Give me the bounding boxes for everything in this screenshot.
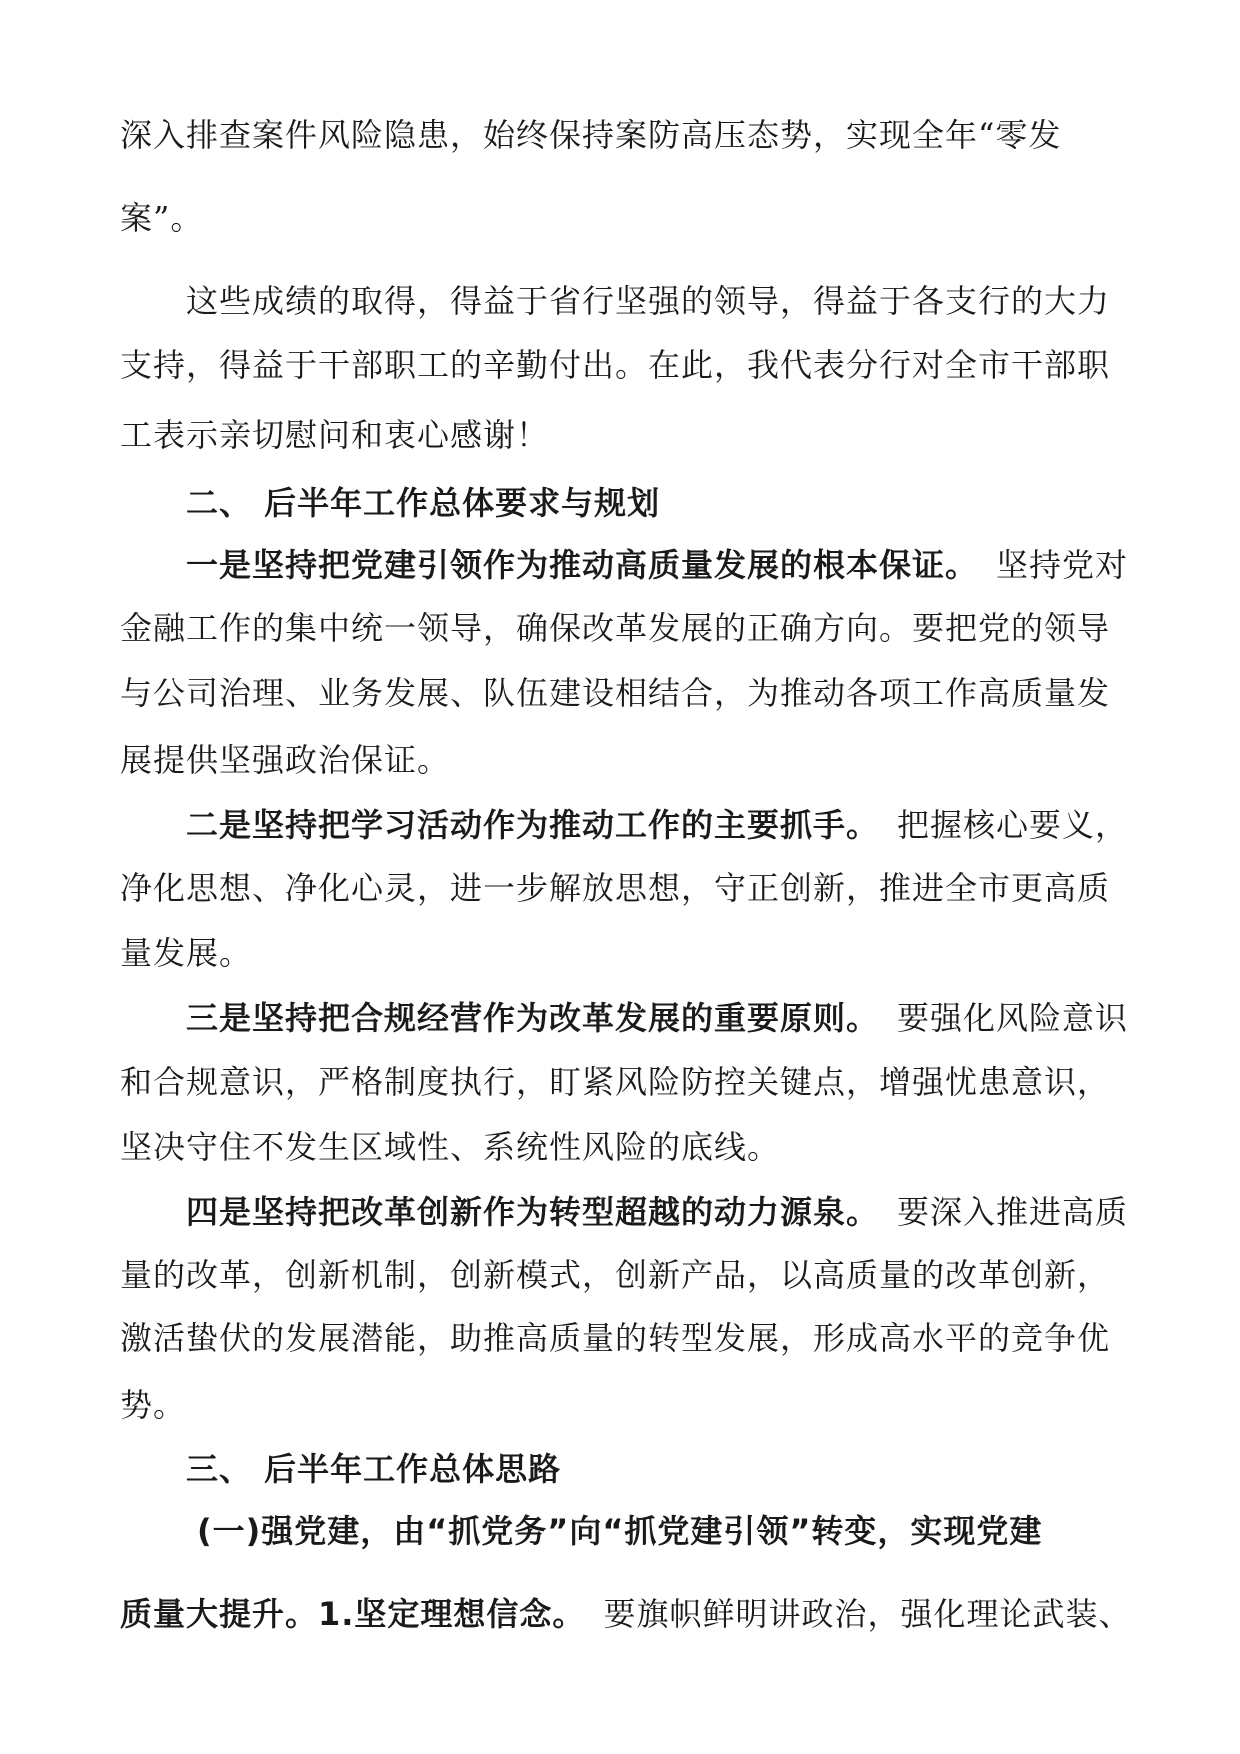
body-line: 势。	[120, 1386, 187, 1424]
body-line: 二是坚持把学习活动作为推动工作的主要抓手。 把握核心要义，	[186, 806, 1129, 844]
body-line: 量的改革，创新机制，创新模式，创新产品，以高质量的改革创新，	[120, 1256, 1111, 1294]
body-line: 激活蛰伏的发展潜能，助推高质量的转型发展，形成高水平的竞争优	[120, 1319, 1111, 1357]
body-line: 坚决守住不发生区域性、系统性风险的底线。	[120, 1128, 781, 1166]
point-heading: 质量大提升。1.坚定理想信念。	[120, 1595, 586, 1633]
body-line: 一是坚持把党建引领作为推动高质量发展的根本保证。 坚持党对	[186, 546, 1129, 584]
point-heading: 二是坚持把学习活动作为推动工作的主要抓手。	[186, 806, 880, 844]
body-line: 与公司治理、业务发展、队伍建设相结合，为推动各项工作高质量发	[120, 674, 1111, 712]
body-line: 四是坚持把改革创新作为转型超越的动力源泉。 要深入推进高质	[186, 1193, 1129, 1231]
point-heading: 四是坚持把改革创新作为转型超越的动力源泉。	[186, 1193, 880, 1231]
point-heading: 三是坚持把合规经营作为改革发展的重要原则。	[186, 999, 880, 1037]
body-line: 深入排查案件风险隐患，始终保持案防高压态势，实现全年“零发	[120, 116, 1062, 154]
body-line: 展提供坚强政治保证。	[120, 741, 451, 779]
body-line: 这些成绩的取得，得益于省行坚强的领导，得益于各支行的大力	[186, 282, 1111, 320]
point-heading: 一是坚持把党建引领作为推动高质量发展的根本保证。	[186, 546, 979, 584]
subsection-heading: (一)强党建，由“抓党务”向“抓党建引领”转变，实现党建	[197, 1512, 1043, 1550]
section-heading: 二、 后半年工作总体要求与规划	[186, 484, 661, 522]
body-line: 和合规意识，严格制度执行，盯紧风险防控关键点，增强忧患意识，	[120, 1063, 1111, 1101]
section-heading: 三、 后半年工作总体思路	[186, 1450, 562, 1488]
body-line: 质量大提升。1.坚定理想信念。 要旗帜鲜明讲政治，强化理论武装、	[120, 1595, 1132, 1633]
body-line: 量发展。	[120, 934, 253, 972]
body-line: 净化思想、净化心灵，进一步解放思想，守正创新，推进全市更高质	[120, 869, 1111, 907]
body-line: 三是坚持把合规经营作为改革发展的重要原则。 要强化风险意识	[186, 999, 1129, 1037]
body-line: 案”。	[120, 199, 204, 237]
body-line: 支持，得益于干部职工的辛勤付出。在此，我代表分行对全市干部职	[120, 346, 1111, 384]
body-line: 工表示亲切慰问和衷心感谢！	[120, 416, 550, 454]
body-line: 金融工作的集中统一领导，确保改革发展的正确方向。要把党的领导	[120, 609, 1111, 647]
